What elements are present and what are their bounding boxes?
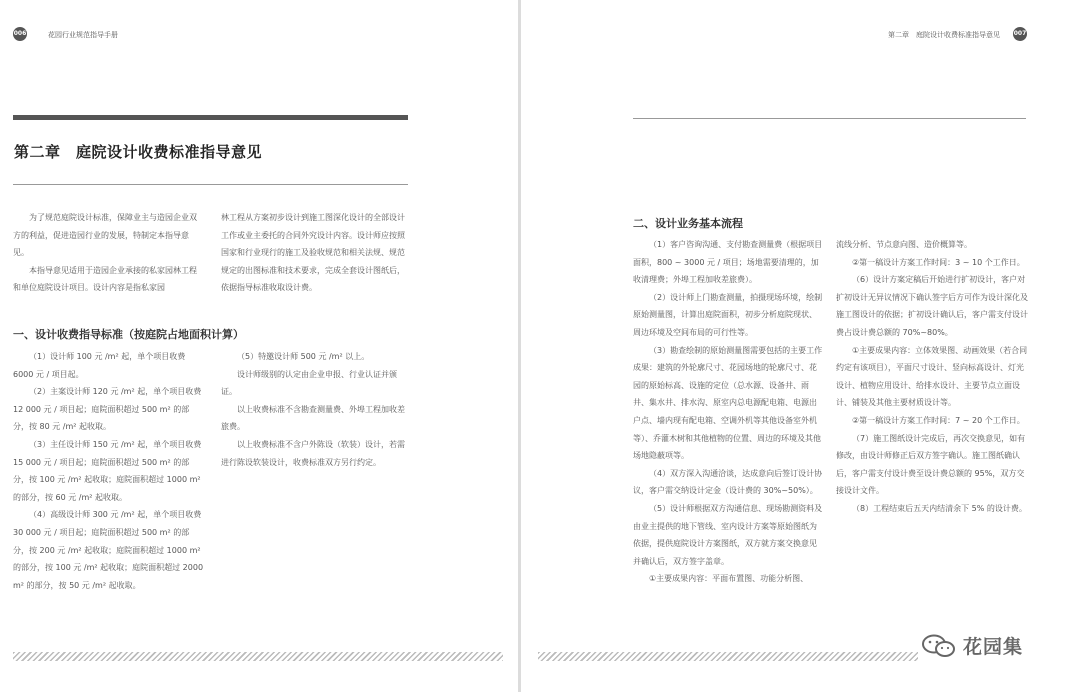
wechat-icon <box>921 634 957 658</box>
left-page <box>0 0 518 692</box>
chapter-title: 第二章 庭院设计收费标准指导意见 <box>14 143 263 161</box>
section-2-title: 二、设计业务基本流程 <box>633 217 743 230</box>
paragraph: ②第一稿设计方案工作时间：3 ~ 10 个工作日。 <box>852 257 1025 267</box>
paragraph: 以上收费标准不含勘查测量费、外埠工程加收差旅费。 <box>221 404 405 432</box>
chapter-top-rule <box>13 115 408 120</box>
paragraph: （8）工程结束后五天内结清余下 5% 的设计费。 <box>852 503 1027 513</box>
paragraph: （5）特邀设计师 500 元 /m² 以上。 <box>237 352 370 361</box>
fees-column-1 <box>13 348 205 594</box>
paragraph: ②第一稿设计方案工作时间：7 ~ 20 个工作日。 <box>852 415 1025 425</box>
paragraph: 本指导意见适用于造园企业承接的私家园林工程和单位庭院设计项目。设计内容是指私家园 <box>13 265 197 293</box>
paragraph: （4）高级设计师 300 元 /m² 起，单个项目收费 30 000 元 / 项目起；庭院面积超过 500 m² 的部分，按 200 元 /m² 起收取；庭院面积超过 1000 m² 的部分，按 100 元 /m² 起收取；庭院面积超过 2000 m² 的部分，按 50 元 /m² 起收取。 <box>13 510 204 590</box>
fees-column-2 <box>221 348 411 471</box>
intro-column-1 <box>13 209 203 297</box>
paragraph: （6）设计方案定稿后开始进行扩初设计，客户对扩初设计无异议情况下确认签字后方可作为设计深化及施工图设计的依据；扩初设计确认后，客户需支付设计费占设计费总额的 70%~80%。 <box>836 275 1028 337</box>
paragraph: 流线分析、节点意向图、造价概算等。 <box>836 240 972 249</box>
paragraph: 为了规范庭院设计标准，保障业主与造园企业双方的利益，促进造园行业的发展，特制定本指导意见。 <box>13 213 197 258</box>
paragraph: （1）客户咨询沟通、支付勘查测量费（根据项目面积，800 ~ 3000 元 / 项目；场地需要清理的，加收清理费；外埠工程加收差旅费）。 <box>633 240 823 285</box>
chapter-bottom-rule <box>13 184 408 185</box>
process-column-2 <box>836 236 1029 518</box>
right-page-number: 007 <box>1013 27 1027 41</box>
paragraph: （2）设计师上门勘查测量，拍摄现场环境，绘制原始测量图，计算出庭院面积，初步分析庭院现状、周边环境及空间布局的可行性等。 <box>633 292 823 337</box>
left-running-head: 花园行业规范指导手册 <box>48 31 118 39</box>
paragraph: （7）施工图纸设计完成后，再次交换意见，如有修改，由设计师修正后双方签字确认。施工图纸确认后，客户需支付设计费至设计费总额的 95%，双方交接设计文件。 <box>836 433 1026 496</box>
paragraph: （4）双方深入沟通洽谈，达成意向后签订设计协议，客户需交纳设计定金（设计费的 30%~50%）。 <box>633 468 823 496</box>
intro-column-2 <box>221 209 411 297</box>
footer-hatch-band <box>538 652 918 661</box>
paragraph: ①主要成果内容：立体效果图、动画效果（若合同约定有该项目），平面尺寸设计、竖向标高设计、灯光设计、植物应用设计、给排水设计、主要节点立面设计、铺装及其他主要材质设计等。 <box>836 345 1028 408</box>
paragraph: ①主要成果内容：平面布置图、功能分析图、 <box>649 574 809 584</box>
paragraph: （1）设计师 100 元 /m² 起，单个项目收费 6000 元 / 项目起。 <box>13 352 186 379</box>
section-1-title: 一、设计收费指导标准（按庭院占地面积计算） <box>13 328 244 341</box>
paragraph: 设计师级别的认定由企业申报、行业认证并颁证。 <box>221 369 397 397</box>
paragraph: 以上收费标准不含户外陈设（软装）设计，若需进行陈设软装设计，收费标准双方另行约定。 <box>221 439 405 467</box>
left-page-number: 006 <box>13 27 27 41</box>
right-page <box>521 0 1080 692</box>
paragraph: （3）主任设计师 150 元 /m² 起，单个项目收费 15 000 元 / 项目起；庭院面积超过 500 m² 的部分，按 100 元 /m² 起收取；庭院面积超过 1000 m² 的部分，按 60 元 /m² 起收取。 <box>13 439 202 502</box>
paragraph: （3）勘查绘制的原始测量图需要包括的主要工作成果：建筑的外轮廓尺寸、花园场地的轮廓尺寸、花园的原始标高、设施的定位（总水源、设备井、雨井、集水井、排水沟、原室内总电源配电箱、电源出户点、墙内现有配电箱、空调外机等其他设备室外机等）、乔灌木树和其他植物的位置、周边的环境及其他场地隐蔽项等。 <box>633 345 823 461</box>
paragraph: 林工程从方案初步设计到施工图深化设计的全部设计工作或业主委托的合同外究设计内容。设计师应按照国家和行业现行的施工及验收规范和相关法规、规范规定的出图标准和技术要求，完成全套设计图纸后，依据指导标准收取设计费。 <box>221 213 405 293</box>
watermark <box>921 632 1023 659</box>
paragraph: （2）主案设计师 120 元 /m² 起，单个项目收费 12 000 元 / 项目起；庭院面积超过 500 m² 的部分，按 80 元 /m² 起收取。 <box>13 387 202 432</box>
right-top-rule <box>633 118 1026 119</box>
footer-hatch-band <box>13 652 503 661</box>
watermark-text: 花园集 <box>963 636 1024 658</box>
process-column-1 <box>633 236 823 588</box>
paragraph: （5）设计师根据双方沟通信息、现场勘测资料及由业主提供的地下管线、室内设计方案等原始图纸为依据，提供庭院设计方案图纸，双方就方案交换意见并确认后，双方签字盖章。 <box>633 503 823 566</box>
right-running-head: 第二章 庭院设计收费标准指导意见 <box>888 31 1000 39</box>
